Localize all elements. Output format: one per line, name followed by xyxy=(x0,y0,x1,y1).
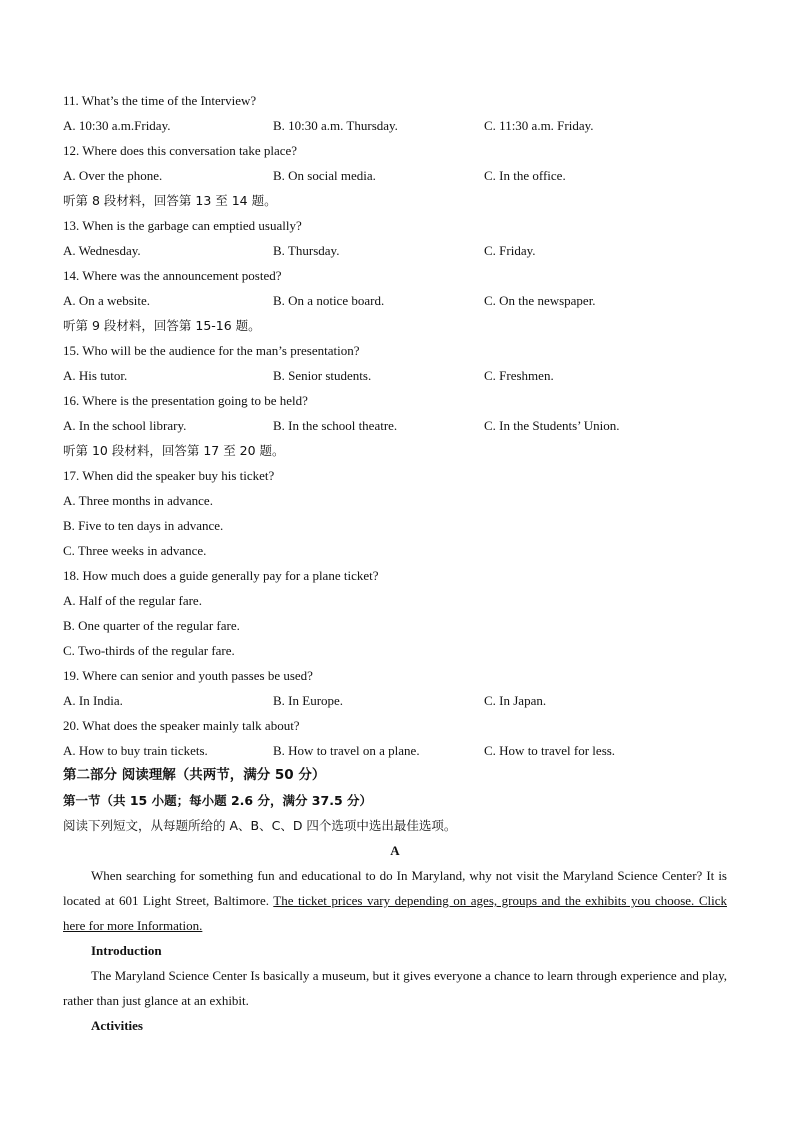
answer-option: B. Senior students. xyxy=(273,368,372,383)
passage-letter: A xyxy=(390,843,400,858)
introduction-heading: Introduction xyxy=(91,943,162,958)
answer-option: A. Half of the regular fare. xyxy=(63,593,202,608)
options-row xyxy=(63,413,727,438)
answer-option: A. On a website. xyxy=(63,293,151,308)
options-row xyxy=(63,238,727,263)
paragraph-text: When searching for something fun and educational to do In Maryland, why not visit the Maryland Science Center? It is located at 601 Light Street, Baltimore. xyxy=(63,868,727,908)
answer-option: B. In the school theatre. xyxy=(273,418,398,433)
answer-option: B. Five to ten days in advance. xyxy=(63,518,224,533)
question-stem: 19. Where can senior and youth passes be used? xyxy=(63,668,313,683)
answer-option: A. Three months in advance. xyxy=(63,493,213,508)
answer-option: C. Two-thirds of the regular fare. xyxy=(63,643,235,658)
part2-heading: 第二部分 阅读理解（共两节，满分 50 分） xyxy=(63,767,326,783)
answer-option: C. In the office. xyxy=(484,168,566,183)
question-stem: 15. Who will be the audience for the man’s presentation? xyxy=(63,343,360,358)
passage-paragraph xyxy=(63,863,727,938)
answer-option: C. In Japan. xyxy=(484,693,547,708)
activities-heading: Activities xyxy=(91,1018,143,1033)
section-heading: 第一节（共 15 小题；每小题 2.6 分，满分 37.5 分） xyxy=(63,793,372,808)
answer-option: C. Friday. xyxy=(484,243,536,258)
answer-option: A. His tutor. xyxy=(63,368,128,383)
question-stem: 20. What does the speaker mainly talk about? xyxy=(63,718,300,733)
question-stem: 18. How much does a guide generally pay for a plane ticket? xyxy=(63,568,379,583)
options-row xyxy=(63,163,727,188)
more-info-link[interactable]: The ticket prices vary depending on ages, groups and the exhibits you choose. Click here for more Information. xyxy=(63,893,727,933)
question-stem: 11. What’s the time of the Interview? xyxy=(63,93,257,108)
listening-instruction: 听第 8 段材料，回答第 13 至 14 题。 xyxy=(63,193,277,208)
answer-option: A. 10:30 a.m.Friday. xyxy=(63,118,171,133)
question-stem: 12. Where does this conversation take place? xyxy=(63,143,298,158)
page-content xyxy=(63,88,727,1038)
answer-option: B. On social media. xyxy=(273,168,376,183)
options-row xyxy=(63,738,727,763)
answer-option: C. On the newspaper. xyxy=(484,293,596,308)
question-stem: 17. When did the speaker buy his ticket? xyxy=(63,468,275,483)
answer-option: A. Over the phone. xyxy=(63,168,163,183)
answer-option: B. One quarter of the regular fare. xyxy=(63,618,240,633)
options-row xyxy=(63,363,727,388)
answer-option: C. In the Students’ Union. xyxy=(484,418,620,433)
question-stem: 16. Where is the presentation going to be held? xyxy=(63,393,308,408)
answer-option: B. In Europe. xyxy=(273,693,344,708)
question-stem: 14. Where was the announcement posted? xyxy=(63,268,282,283)
answer-option: A. In the school library. xyxy=(63,418,187,433)
answer-option: B. 10:30 a.m. Thursday. xyxy=(273,118,398,133)
answer-option: A. In India. xyxy=(63,693,123,708)
reading-instruction: 阅读下列短文，从每题所给的 A、B、C、D 四个选项中选出最佳选项。 xyxy=(63,818,457,833)
answer-option: B. On a notice board. xyxy=(273,293,385,308)
listening-instruction: 听第 9 段材料，回答第 15-16 题。 xyxy=(63,318,261,333)
options-row xyxy=(63,688,727,713)
answer-option: B. How to travel on a plane. xyxy=(273,743,420,758)
passage-paragraph: The Maryland Science Center Is basically a museum, but it gives everyone a chance to learn through experience and play, rather than just glance at an exhibit. xyxy=(63,968,727,1008)
answer-option: C. Freshmen. xyxy=(484,368,554,383)
answer-option: A. Wednesday. xyxy=(63,243,141,258)
question-stem: 13. When is the garbage can emptied usually? xyxy=(63,218,302,233)
listening-instruction: 听第 10 段材料，回答第 17 至 20 题。 xyxy=(63,443,285,458)
answer-option: C. Three weeks in advance. xyxy=(63,543,207,558)
options-row xyxy=(63,113,727,138)
options-row xyxy=(63,288,727,313)
answer-option: A. How to buy train tickets. xyxy=(63,743,208,758)
answer-option: C. How to travel for less. xyxy=(484,743,616,758)
answer-option: C. 11:30 a.m. Friday. xyxy=(484,118,594,133)
answer-option: B. Thursday. xyxy=(273,243,340,258)
